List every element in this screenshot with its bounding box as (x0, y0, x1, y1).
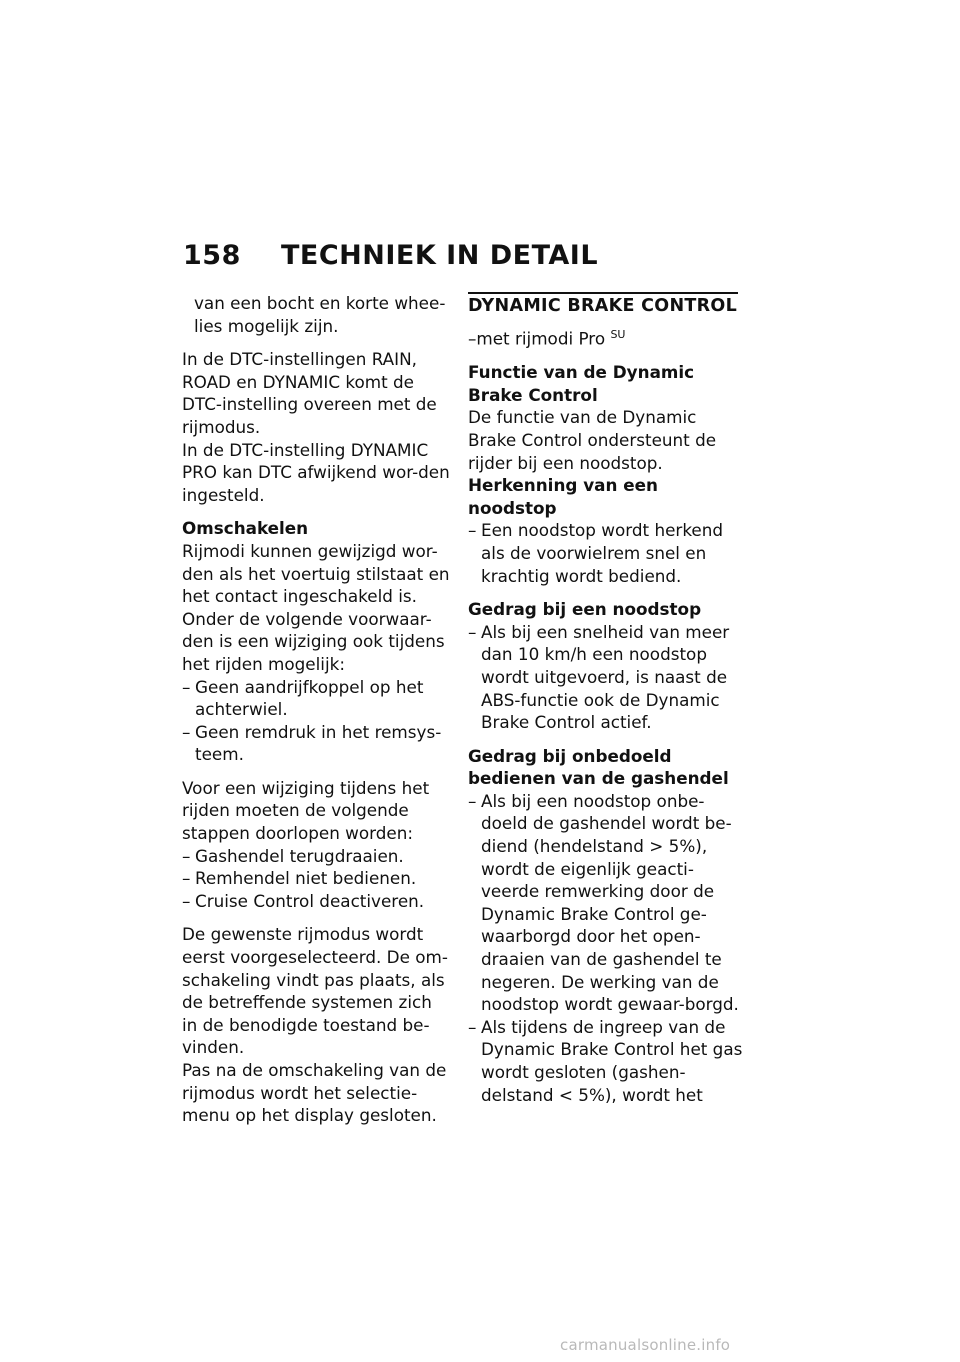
step-item: – Gashendel terugdraaien. (182, 845, 452, 868)
dtc-paragraph-2: In de DTC-instelling DYNAMIC PRO kan DTC afwijkend wor-den ingesteld. (182, 439, 450, 505)
section-rule (468, 292, 738, 294)
condition-item: – Geen aandrijfkoppel op het achterwiel. (182, 676, 452, 721)
behavior-heading: Gedrag bij een noodstop (468, 599, 702, 620)
chapter-title: TECHNIEK IN DETAIL (281, 240, 599, 271)
detect-heading: Herkenning van een noodstop (468, 475, 659, 518)
availability-note: –met rijmodi Pro $^{SU}$ (468, 328, 626, 349)
unintended-item: – Als bij een noodstop onbe-doeld de gashendel wordt be-diend (hendelstand > 5%), wordt de eigenlijk geacti-veerde remwerking door de Dynamic Brake Control ge-waarborgd door het open-draaien van de gashendel te negeren. De werking van de noodstop wordt gewaar-borgd. (468, 790, 748, 1016)
availability-superscript: SU (610, 328, 626, 341)
page-header (183, 240, 598, 271)
detect-item: – Een noodstop wordt herkend als de voorwielrem snel en krachtig wordt bediend. (468, 519, 748, 587)
intro-continuation: van een bocht en korte whee-lies mogelijk zijn. (194, 293, 446, 336)
watermark-text: carmanualsonline.info (560, 1336, 731, 1354)
mode-paragraph-2: Pas na de omschakeling van de rijmodus wordt het selectie-menu op het display gesloten. (182, 1060, 447, 1126)
unintended-item: – Als tijdens de ingreep van de Dynamic Brake Control het gas wordt gesloten (gashen-delstand < 5%), wordt het (468, 1016, 748, 1106)
right-column (468, 324, 748, 1106)
page-number: 158 (183, 240, 241, 271)
step-item: – Cruise Control deactiveren. (182, 890, 452, 913)
unintended-heading: Gedrag bij onbedoeld bedienen van de gashendel (468, 745, 729, 789)
condition-item: – Geen remdruk in het remsys-teem. (182, 721, 452, 766)
section-title: DYNAMIC BRAKE CONTROL (468, 296, 738, 316)
dtc-paragraph-1: In de DTC-instellingen RAIN, ROAD en DYNAMIC komt de DTC-instelling overeen met de rijmodus. (182, 349, 437, 437)
step-item: – Remhendel niet bedienen. (182, 867, 452, 890)
steps-intro: Voor een wijziging tijdens het rijden moeten de volgende stappen doorlopen worden: (182, 777, 430, 844)
behavior-item: – Als bij een snelheid van meer dan 10 km/h een noodstop wordt uitgevoerd, is naast de ABS-functie ook de Dynamic Brake Control actief. (468, 621, 748, 734)
omschakelen-heading: Omschakelen (182, 518, 309, 539)
left-column (182, 292, 452, 1138)
function-text: De functie van de Dynamic Brake Control ondersteunt de rijder bij een noodstop. (468, 407, 717, 473)
omschakelen-text: Rijmodi kunnen gewijzigd wor-den als het voertuig stilstaat en het contact ingeschakeld is. Onder de volgende voorwaar-den is een wijziging ook tijdens het rijden mogelijk: (182, 540, 450, 674)
mode-paragraph-1: De gewenste rijmodus wordt eerst voorgeselecteerd. De om-schakeling vindt pas plaats, als de betreffende systemen zich in de benodigde toestand be-vinden. (182, 924, 448, 1058)
function-heading: Functie van de Dynamic Brake Control (468, 362, 695, 405)
